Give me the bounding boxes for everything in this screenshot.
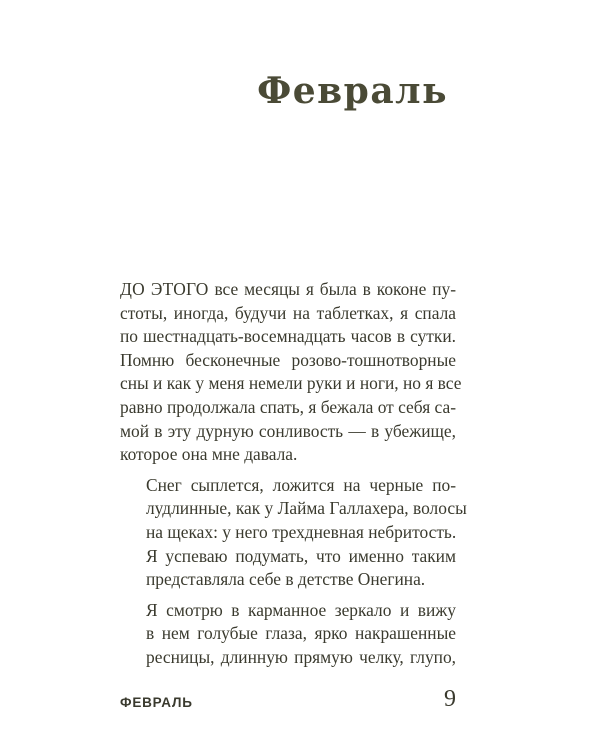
text-line: представляла себе в детстве Онегина.: [146, 569, 426, 590]
text-line: сны и как у меня немели руки и ноги, но я все: [120, 373, 462, 394]
running-head: ФЕВРАЛЬ: [120, 695, 193, 710]
paragraph-3: [120, 599, 456, 670]
text-line: лудлинные, как у Лайма Галлахера, волосы: [146, 498, 467, 519]
text-line: в нем голубые глаза, ярко накрашенные: [146, 623, 456, 644]
text-line: ресницы, длинную прямую челку, глупо,: [146, 646, 456, 667]
text-line: мой в эту дурную сонливость — в убежище,: [120, 420, 456, 441]
paragraph-1: [120, 278, 462, 467]
page-number: 9: [444, 686, 456, 712]
text-line: Я смотрю в карманное зеркало и вижу: [146, 599, 456, 620]
body-text: [120, 278, 467, 677]
text-line: Я успеваю подумать, что именно таким: [146, 545, 456, 566]
text-line: Снег сыплется, ложится на черные по-: [146, 474, 456, 495]
lead-in-caps: ДО ЭТОГО: [120, 279, 209, 299]
text-line: Помню бесконечные розово-тошнотворные: [120, 349, 456, 370]
text-line: на щеках: у него трехдневная небритость.: [146, 521, 457, 542]
text-line: которое она мне давала.: [120, 444, 298, 465]
chapter-title: Февраль: [257, 70, 448, 112]
paragraph-2: [120, 474, 467, 592]
text-line: стоты, иногда, будучи на таблетках, я спала: [120, 302, 456, 323]
text-line: по шестнадцать-восемнадцать часов в сутки.: [120, 326, 456, 347]
text-line: [120, 278, 456, 302]
text-line: равно продолжала спать, я бежала от себя са-: [120, 396, 456, 417]
text-line-part: все месяцы я была в коконе пу-: [208, 279, 456, 299]
